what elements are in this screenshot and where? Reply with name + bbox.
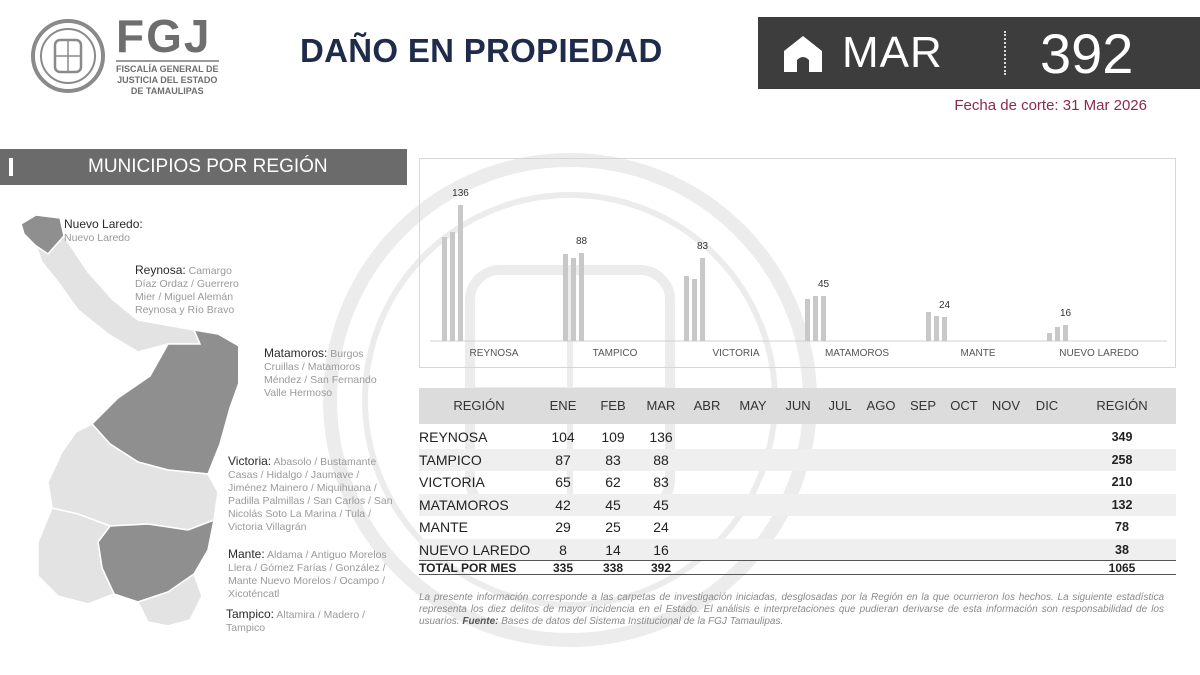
logo-line: FISCALÍA GENERAL DE: [116, 64, 219, 74]
category-label: REYNOSA: [469, 348, 519, 359]
cell-feb: 83: [605, 451, 621, 468]
month-total: 392: [1040, 22, 1134, 85]
bar-matamoros-s2: [821, 296, 826, 341]
footnote: [419, 592, 1164, 628]
cell-region: MANTE: [419, 519, 468, 535]
cell-total: 210: [1111, 475, 1133, 489]
cell-ene: 29: [555, 519, 571, 535]
section-title: MUNICIPIOS POR REGIÓN: [88, 156, 328, 177]
cell-total: 38: [1115, 542, 1129, 557]
bar-tampico-s1: [571, 258, 576, 341]
category-label: MANTE: [960, 348, 996, 359]
table-total-row: [419, 560, 1176, 575]
bar-tampico-s0: [563, 254, 568, 341]
bar-reynosa-s0: [442, 237, 447, 341]
cutoff-date: Fecha de corte: 31 Mar 2026: [954, 97, 1147, 114]
bar-reynosa-s2: [458, 205, 463, 341]
bar-mante-s0: [926, 312, 931, 341]
cell-total: 349: [1111, 430, 1133, 444]
region-label-victoria: Victoria: Abasolo / Bustamante Casas / Hidalgo / Jaumave / Jiménez Mainero / Miquihuana / Padilla Palmillas / San Carlos / San Nicolás Soto La Marina / Tula / Victoria Villagrán: [228, 454, 393, 533]
header-jun: JUN: [785, 398, 811, 413]
cell-feb: 25: [605, 519, 621, 535]
data-label: 136: [452, 188, 469, 199]
total-label: TOTAL POR MES: [419, 561, 517, 575]
header-feb: FEB: [600, 398, 626, 413]
region-bar-chart: [419, 158, 1176, 368]
cell-mar: 136: [649, 429, 673, 445]
cell-total: 132: [1111, 497, 1133, 512]
cell-ene: 87: [555, 451, 571, 468]
table-row: [419, 426, 1176, 449]
header-sep: SEP: [909, 398, 937, 413]
cell-feb: 62: [605, 474, 621, 490]
table-row: [419, 539, 1176, 562]
chart-canvas: [420, 159, 1177, 369]
cell-feb: 45: [605, 496, 621, 513]
cell-mar: 83: [653, 474, 669, 490]
region-label-tampico: Tampico: Altamira / Madero / Tampico: [226, 607, 366, 634]
month-label: MAR: [842, 28, 943, 77]
data-label: 16: [1059, 308, 1072, 319]
data-label: 88: [575, 236, 588, 247]
bar-nuevo-laredo-s2: [1063, 325, 1068, 341]
category-label: TAMPICO: [592, 348, 638, 359]
footnote-source-text: Bases de datos del Sistema Institucional de la FGJ Tamaulipas.: [501, 616, 784, 627]
header-may: MAY: [739, 398, 767, 413]
logo-line: JUSTICIA DEL ESTADO: [117, 75, 218, 85]
page-title: DAÑO EN PROPIEDAD: [300, 32, 663, 69]
cell-total: 78: [1115, 520, 1129, 534]
section-marker: [9, 158, 13, 176]
region-label-nuevo-laredo: Nuevo Laredo: Nuevo Laredo: [64, 217, 143, 244]
bar-reynosa-s1: [450, 232, 455, 341]
bar-nuevo-laredo-s1: [1055, 327, 1060, 341]
bar-victoria-s2: [700, 258, 705, 341]
bar-victoria-s1: [692, 279, 697, 341]
total-feb: 338: [602, 561, 624, 575]
bar-victoria-s0: [684, 276, 689, 341]
seal-icon: [30, 18, 106, 94]
total-mar: 392: [650, 561, 672, 575]
cell-region: REYNOSA: [419, 429, 488, 445]
table-row: [419, 516, 1176, 539]
fgj-logo: [30, 10, 219, 97]
category-label: NUEVO LAREDO: [1059, 348, 1139, 359]
table-row: [419, 449, 1176, 472]
cell-ene: 8: [559, 541, 567, 558]
month-divider: [1004, 31, 1006, 75]
region-label-reynosa: Reynosa: Camargo Díaz Ordaz / Guerrero Mier / Miguel Alemán Reynosa y Río Bravo: [135, 263, 239, 316]
cell-feb: 14: [605, 541, 621, 558]
category-label: MATAMOROS: [824, 348, 890, 359]
cell-mar: 16: [653, 541, 669, 558]
section-header: [0, 149, 407, 185]
cell-region: TAMPICO: [419, 451, 482, 468]
header-jul: JUL: [828, 398, 852, 413]
region-label-matamoros: Matamoros: Burgos Cruillas / Matamoros Méndez / San Fernando Valle Hermoso: [264, 346, 377, 399]
home-icon: [780, 30, 826, 76]
data-label: 24: [938, 300, 951, 311]
cell-mar: 45: [653, 496, 669, 513]
footnote-source-label: Fuente:: [462, 616, 499, 627]
bar-nuevo-laredo-s0: [1047, 333, 1052, 341]
header-ene: ENE: [549, 398, 577, 413]
header-mar: MAR: [646, 398, 676, 413]
cell-total: 258: [1111, 452, 1133, 467]
bar-tampico-s2: [579, 253, 584, 341]
table-row: [419, 494, 1176, 517]
footnote-text: La presente información corresponde a las carpetas de investigación iniciadas, desglosadas por la Región en la que ocurrieron los hechos. La siguiente estadística representa los diez delitos de mayor incidencia en el Estado. El análisis e interpretaciones que pudieran derivarse de esta información son responsabilidad de los usuarios.: [419, 592, 1164, 627]
logo-acronym: FGJ: [116, 10, 212, 62]
cell-region: VICTORIA: [419, 474, 485, 490]
cell-ene: 104: [551, 429, 575, 445]
logo-line: DE TAMAULIPAS: [130, 86, 204, 96]
category-label: VICTORIA: [712, 348, 760, 359]
cell-mar: 24: [653, 519, 669, 535]
region-label-mante: Mante: Aldama / Antiguo Morelos Llera / Gómez Farías / González / Mante Nuevo Morelos / Ocampo / Xicoténcatl: [228, 547, 387, 600]
table-row: [419, 471, 1176, 494]
table-header: [419, 388, 1176, 424]
month-summary: [758, 17, 1200, 89]
bar-mante-s1: [934, 316, 939, 341]
total-ene: 335: [552, 561, 574, 575]
cell-region: NUEVO LAREDO: [419, 541, 531, 558]
cell-ene: 65: [555, 474, 571, 490]
header-oct: OCT: [950, 398, 978, 413]
bar-mante-s2: [942, 317, 947, 341]
cell-region: MATAMOROS: [419, 496, 509, 513]
cell-mar: 88: [653, 451, 669, 468]
cell-feb: 109: [601, 429, 625, 445]
data-label: 45: [817, 279, 830, 290]
header-abr: ABR: [693, 398, 721, 413]
header-nov: NOV: [991, 398, 1021, 413]
header-ago: AGO: [866, 398, 896, 413]
header-region-total: REGIÓN: [1096, 398, 1148, 413]
data-label: 83: [696, 241, 709, 252]
header-dic: DIC: [1035, 398, 1059, 413]
total-grand: 1065: [1108, 561, 1136, 575]
header-region: REGIÓN: [453, 398, 505, 413]
cell-ene: 42: [555, 496, 571, 513]
bar-matamoros-s1: [813, 296, 818, 341]
bar-matamoros-s0: [805, 299, 810, 341]
